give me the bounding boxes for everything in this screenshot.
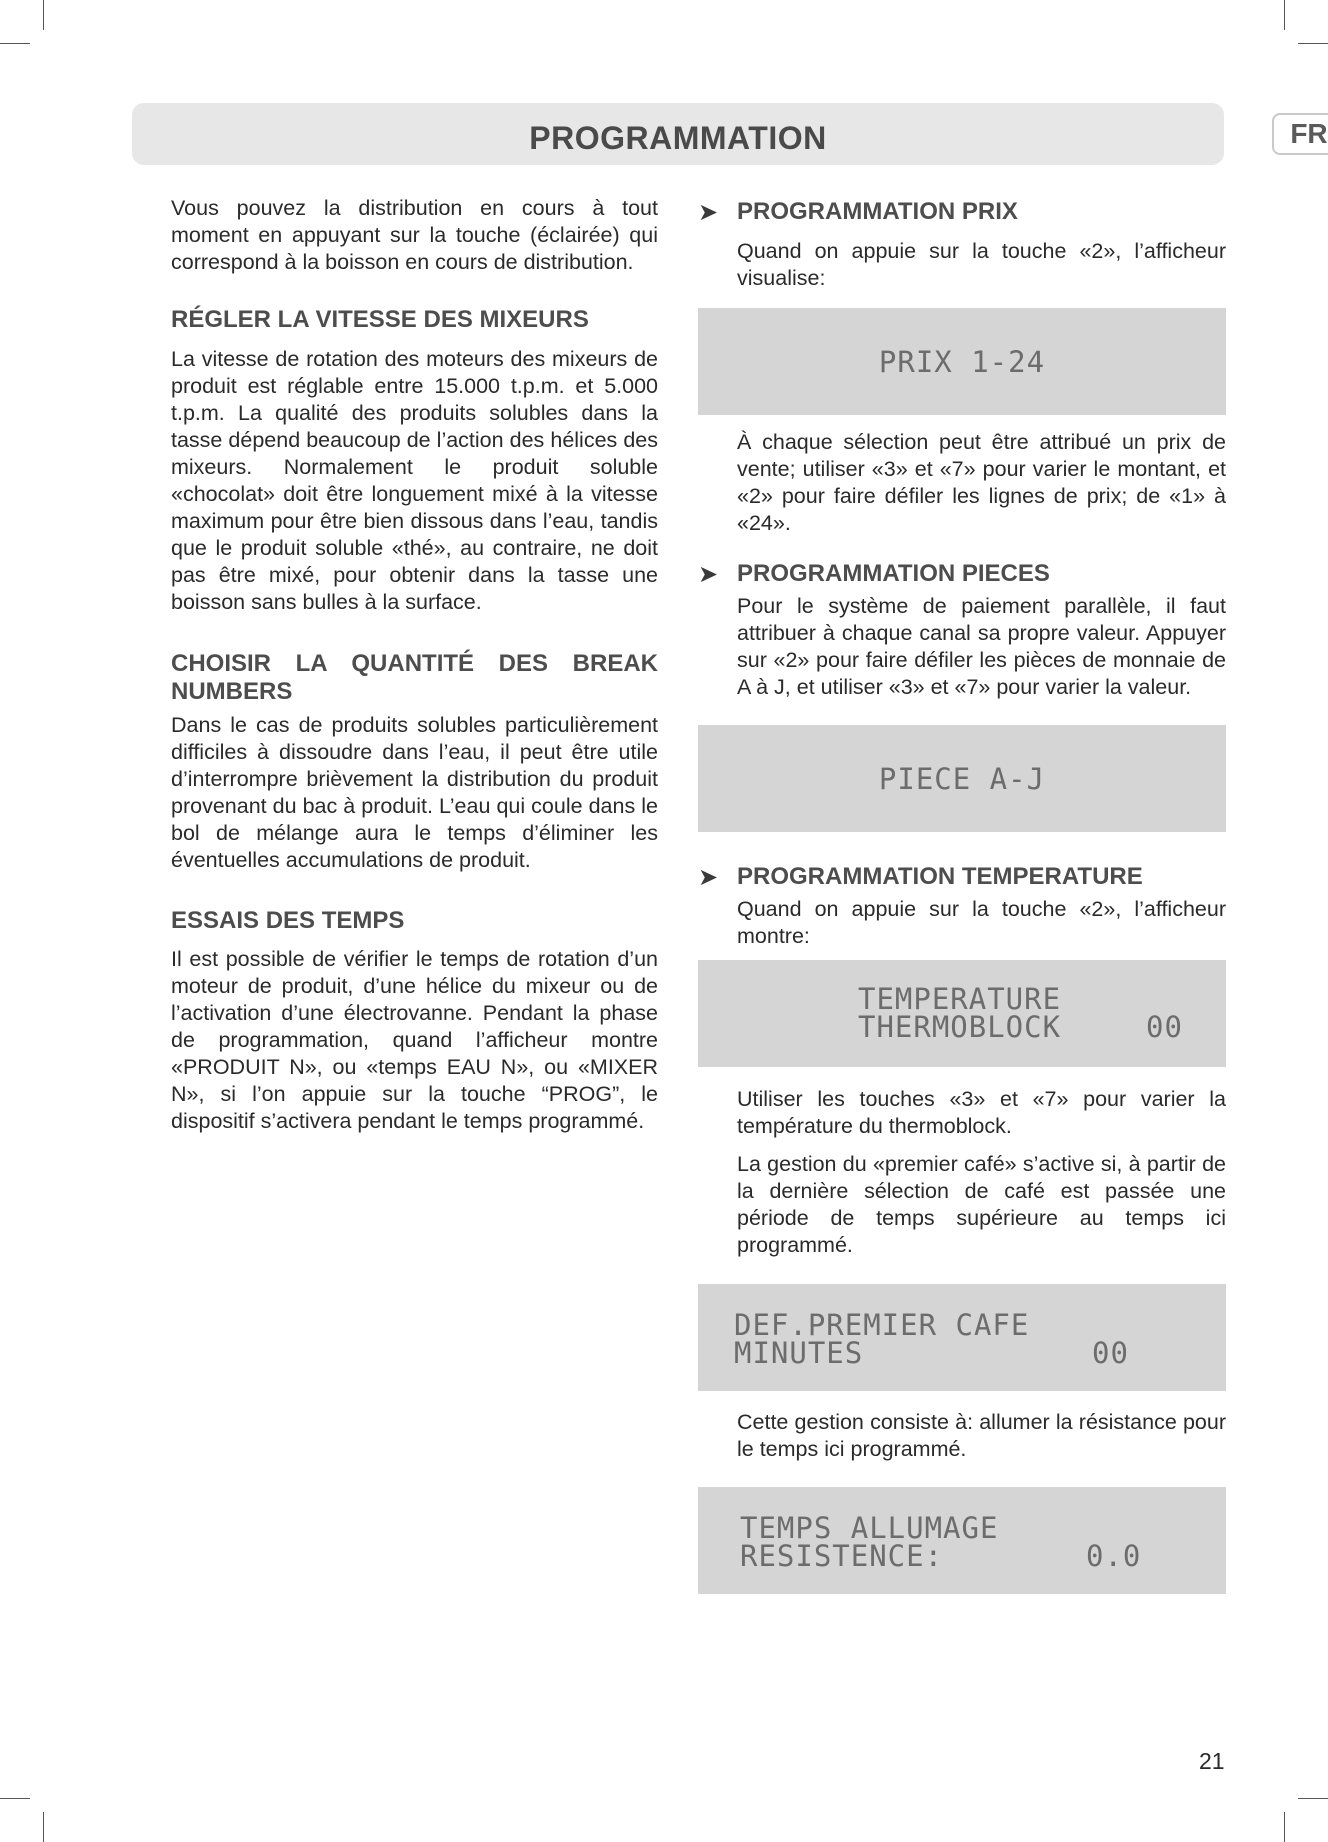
page-title: PROGRAMMATION [529,120,827,156]
crop-mark [0,43,30,44]
crop-mark [1298,43,1328,44]
lcd-line-2-value: 00 [1146,1010,1183,1044]
section-heading-break-numbers: CHOISIR LA QUANTITÉ DES BREAK NUMBERS [171,650,658,705]
section-heading-mixer-speed: RÉGLER LA VITESSE DES MIXEURS [171,306,589,333]
lcd-display-temperature [698,960,1226,1067]
arrow-bullet-icon: ➤ [698,863,719,891]
crop-mark [1298,1798,1328,1799]
section-heading-price [698,195,1226,229]
section-heading-temperature [698,860,1226,894]
section-text-break-numbers: Dans le cas de produits solubles particulièrement difficiles à dissoudre dans l’eau, il peut être utile d’interrompre brièvement la distribution du produit provenant du bac à produit. L’eau qui coule dans le bol de mélange aura le temps d’éliminer les éventuelles accumulations de produit. [171,713,658,872]
section-text-time-tests: Il est possible de vérifier le temps de rotation d’un moteur de produit, d’une hélice du mixeur ou de l’activation d’une électrovanne. Pendant la phase de programmation, quand l’afficheur montre «PRODUIT N», ou «temps EAU N», ou «MIXER N», si l’on appuie sur la touche “PROG”, le dispositif s’activera pendant le temps programmé. [171,947,658,1133]
heating-description-text: Cette gestion consiste à: allumer la résistance pour le temps ici programmé. [737,1410,1226,1461]
section-heading-time-tests: ESSAIS DES TEMPS [171,907,405,934]
arrow-bullet-icon: ➤ [698,560,719,588]
left-column [171,195,658,1135]
lcd-line-2-value: 0.0 [1086,1539,1142,1573]
crop-mark [0,1798,30,1799]
section-heading-coins [698,557,1226,591]
price-description-text: À chaque sélection peut être attribué un prix de vente; utiliser «3» et «7» pour varier le montant, et «2» pour faire défiler les lignes de prix; de «1» à «24». [737,430,1226,535]
lcd-line-1: TEMPERATURE [858,982,1062,1016]
coins-text: Pour le système de paiement parallèle, il faut attribuer à chaque canal sa propre valeur. Appuyer sur «2» pour faire défiler les pièces de monnaie de A à J, et utiliser «3» et «7» pour varier la valeur. [737,594,1226,699]
language-badge: FR [1272,113,1328,155]
lcd-text: PIECE A-J [878,761,1046,796]
lcd-line-2-label: THERMOBLOCK [858,1010,1062,1044]
crop-mark [43,0,44,30]
lcd-display-first-coffee [698,1284,1226,1391]
section-heading-label: PROGRAMMATION TEMPERATURE [737,863,1143,890]
lcd-display-coins [698,725,1226,832]
lcd-line-1: TEMPS ALLUMAGE [740,1511,999,1545]
page-number: 21 [1199,1748,1225,1774]
lcd-display-heating-time [698,1487,1226,1594]
price-intro-text: Quand on appuie sur la touche «2», l’afficheur visualise: [737,239,1226,290]
lcd-line-2-label: RESISTENCE: [740,1539,944,1573]
first-coffee-text: La gestion du «premier café» s’active si, à partir de la dernière sélection de café est passée une période de temps supérieure au temps ici programmé. [737,1152,1226,1257]
lcd-line-1: DEF.PREMIER CAFE [734,1308,1030,1342]
arrow-bullet-icon: ➤ [698,198,719,226]
section-text-mixer-speed: La vitesse de rotation des moteurs des mixeurs de produit est réglable entre 15.000 t.p.m. et 5.000 t.p.m. La qualité des produits solubles dans la tasse dépend beaucoup de l’action des hélices des mixeurs. Normalement le produit soluble «chocolat» doit être longuement mixé à la vitesse maximum pour être bien dissous dans l’eau, tandis que le produit soluble «thé», au contraire, ne doit pas être mixé, pour obtenir dans la tasse une boisson sans bulles à la surface. [171,347,658,614]
crop-mark [1284,1812,1285,1842]
header-bar [132,103,1328,165]
lcd-line-2-label: MINUTES [734,1336,864,1370]
right-column [698,195,1226,1594]
crop-mark [43,1812,44,1842]
lcd-text: PRIX 1-24 [878,344,1046,379]
section-heading-label: PROGRAMMATION PRIX [737,198,1018,225]
lcd-display-price [698,308,1226,415]
temperature-adjust-text: Utiliser les touches «3» et «7» pour varier la température du thermoblock. [737,1087,1226,1138]
intro-paragraph: Vous pouvez la distribution en cours à tout moment en appuyant sur la touche (éclairée) qui correspond à la boisson en cours de distribution. [171,196,658,274]
section-heading-label: PROGRAMMATION PIECES [737,560,1050,587]
crop-mark [1284,0,1285,30]
temperature-intro-text: Quand on appuie sur la touche «2», l’afficheur montre: [737,897,1226,948]
lcd-line-2-value: 00 [1092,1336,1129,1370]
